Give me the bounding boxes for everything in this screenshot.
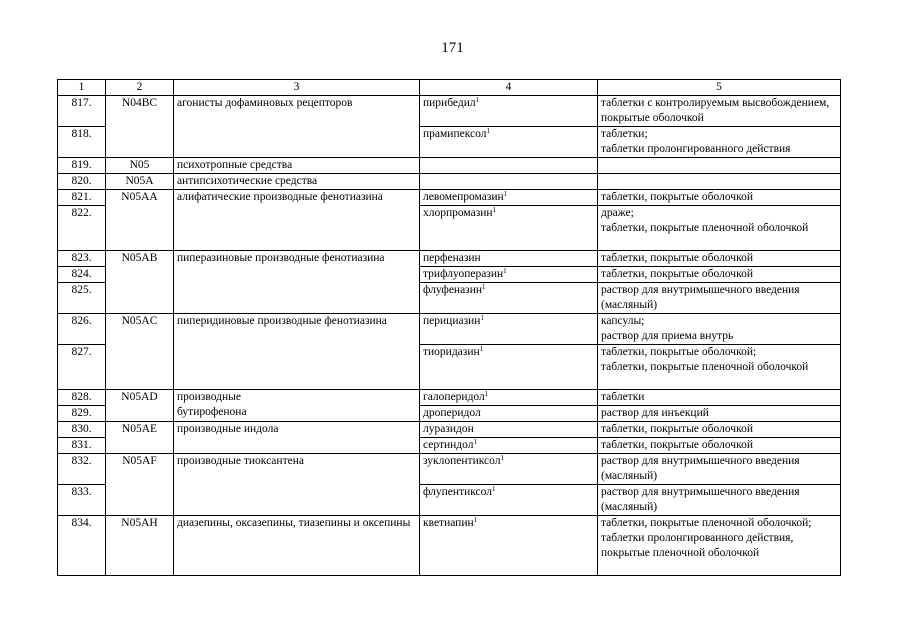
page-number: 171 [441,40,464,56]
row-number: 833. [58,485,106,516]
footnote-mark: 1 [492,206,497,214]
row-number: 825. [58,283,106,314]
atc-code: N05A [106,174,174,190]
table-row [58,158,841,174]
group-name: пиперазиновые производные фенотиазина [174,251,420,314]
atc-code: N05AE [106,422,174,454]
row-number: 823. [58,251,106,267]
atc-code: N05AF [106,454,174,516]
dosage-form: таблетки, покрытые оболочкой [598,251,841,267]
table-row [58,174,841,190]
dosage-form: таблетки; таблетки пролонгированного действия [598,127,841,158]
group-name: производные тиоксантена [174,454,420,516]
row-number: 826. [58,314,106,345]
drug-name: сертиндол$^1$ [420,438,598,454]
dosage-form: таблетки, покрытые оболочкой [598,267,841,283]
group-name: психотропные средства [174,158,420,174]
header-cell: 2 [106,80,174,96]
table-row [58,454,841,485]
dosage-form: капсулы; раствор для приема внутрь [598,314,841,345]
table-row [58,251,841,267]
drug-name: луразидон [420,422,598,438]
drug-name: кветиапин$^1$ [420,516,598,576]
dosage-form: таблетки, покрытые оболочкой; таблетки, покрытые пленочной оболочкой [598,345,841,390]
drug-name: флупентиксол$^1$ [420,485,598,516]
dosage-form: таблетки, покрытые пленочной оболочкой; таблетки пролонгированного действия, покрытые пленочной оболочкой [598,516,841,576]
drug-table [57,79,841,576]
row-number: 832. [58,454,106,485]
drug-name: пирибедил$^1$ [420,96,598,127]
drug-name: дроперидол [420,406,598,422]
dosage-form: таблетки, покрытые оболочкой [598,438,841,454]
table-row [58,390,841,406]
header-cell: 1 [58,80,106,96]
row-number: 824. [58,267,106,283]
atc-code: N04BC [106,96,174,158]
row-number: 829. [58,406,106,422]
drug-name: трифлуоперазин$^1$ [420,267,598,283]
atc-code: N05AH [106,516,174,576]
atc-code: N05AD [106,390,174,422]
atc-code: N05AB [106,251,174,314]
row-number: 821. [58,190,106,206]
dosage-form: таблетки с контролируемым высвобождением, покрытые оболочкой [598,96,841,127]
footnote-mark: 1 [475,96,480,104]
table-row [58,190,841,206]
dosage-form: таблетки, покрытые оболочкой [598,190,841,206]
dosage-form: раствор для внутримышечного введения (масляный) [598,283,841,314]
dosage-form [598,174,841,190]
footnote-mark: 1 [479,345,484,353]
group-name: алифатические производные фенотиазина [174,190,420,251]
dosage-form: раствор для внутримышечного введения (масляный) [598,454,841,485]
footnote-mark: 1 [492,485,496,493]
drug-name: перициазин$^1$ [420,314,598,345]
footnote-mark: 1 [473,516,478,524]
drug-name: левомепромазин$^1$ [420,190,598,206]
dosage-form [598,158,841,174]
table-row [58,422,841,438]
drug-name: зуклопентиксол$^1$ [420,454,598,485]
drug-name: галоперидол$^1$ [420,390,598,406]
row-number: 820. [58,174,106,190]
dosage-form: драже; таблетки, покрытые пленочной оболочкой [598,206,841,251]
footnote-mark: 1 [500,454,504,462]
dosage-form: таблетки [598,390,841,406]
drug-name: флуфеназин$^1$ [420,283,598,314]
row-number: 819. [58,158,106,174]
row-number: 818. [58,127,106,158]
drug-name: прамипексол$^1$ [420,127,598,158]
group-name: антипсихотические средства [174,174,420,190]
row-number: 828. [58,390,106,406]
drug-name [420,158,598,174]
drug-name [420,174,598,190]
group-name: пиперидиновые производные фенотиазина [174,314,420,390]
drug-name: хлорпромазин$^1$ [420,206,598,251]
atc-code: N05AC [106,314,174,390]
header-cell: 5 [598,80,841,96]
group-name: диазепины, оксазепины, тиазепины и оксепины [174,516,420,576]
footnote-mark: 1 [480,314,484,322]
atc-code: N05AA [106,190,174,251]
footnote-mark: 1 [503,267,507,275]
header-cell: 3 [174,80,420,96]
row-number: 822. [58,206,106,251]
dosage-form: таблетки, покрытые оболочкой [598,422,841,438]
drug-name: тиоридазин$^1$ [420,345,598,390]
footnote-mark: 1 [482,283,486,291]
header-row [58,80,841,96]
footnote-mark: 1 [484,390,489,398]
row-number: 817. [58,96,106,127]
dosage-form: раствор для внутримышечного введения (масляный) [598,485,841,516]
atc-code: N05 [106,158,174,174]
row-number: 827. [58,345,106,390]
group-name: производные индола [174,422,420,454]
table-row [58,96,841,127]
footnote-mark: 1 [503,190,508,198]
row-number: 834. [58,516,106,576]
table-row [58,516,841,576]
footnote-mark: 1 [473,438,477,446]
dosage-form: раствор для инъекций [598,406,841,422]
row-number: 831. [58,438,106,454]
table-row [58,314,841,345]
drug-name: перфеназин [420,251,598,267]
header-cell: 4 [420,80,598,96]
row-number: 830. [58,422,106,438]
group-name: производные бутирофенона [174,390,420,422]
group-name: агонисты дофаминовых рецепторов [174,96,420,158]
footnote-mark: 1 [486,127,490,135]
